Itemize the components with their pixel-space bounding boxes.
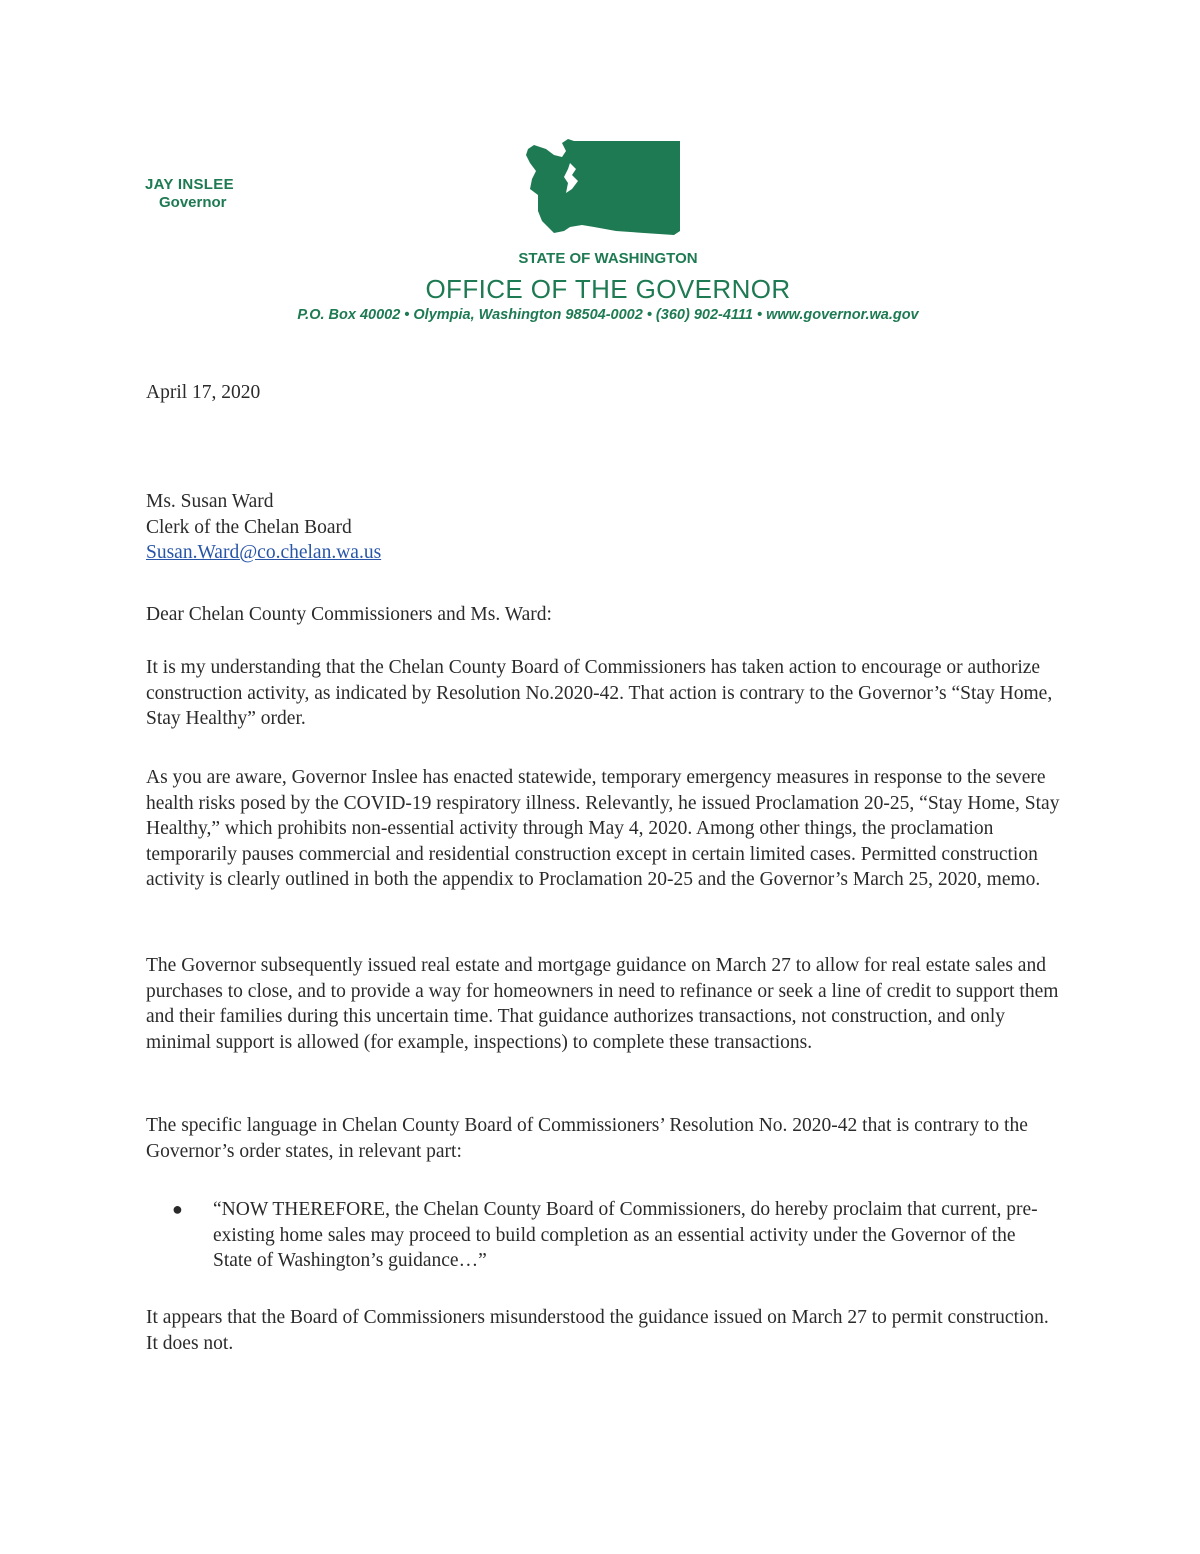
recipient-block (146, 489, 1061, 566)
recipient-name: Ms. Susan Ward (146, 491, 274, 512)
paragraph-1: It is my understanding that the Chelan County Board of Commissioners has taken action to encourage or authorize construction activity, as indicated by Resolution No.2020-42. That action is contrary to the Governor’s “Stay Home, Stay Healthy” order. (146, 657, 1053, 729)
paragraph-2: As you are aware, Governor Inslee has enacted statewide, temporary emergency measures in response to the severe health risks posed by the COVID-19 respiratory illness. Relevantly, he issued Proclamation 20-25, “Stay Home, Stay Healthy,” which prohibits non-essential activity through May 4, 2020. Among other things, the proclamation temporarily pauses commercial and residential construction except in certain limited cases. Permitted construction activity is clearly outlined in both the appendix to Proclamation 20-25 and the Governor’s March 25, 2020, memo. (146, 767, 1060, 890)
sender-block (145, 176, 234, 211)
recipient-email-link[interactable]: Susan.Ward@co.chelan.wa.us (146, 542, 382, 563)
state-heading: STATE OF WASHINGTON (518, 250, 698, 267)
paragraph-3: The Governor subsequently issued real estate and mortgage guidance on March 27 to allow for real estate sales and purchases to close, and to provide a way for homeowners in need to refinance or seek a line of credit to support them and their families during this uncertain time. That guidance authorizes transactions, not construction, and only minimal support is allowed (for example, inspections) to complete these transactions. (146, 955, 1059, 1053)
paragraph-4: The specific language in Chelan County Board of Commissioners’ Resolution No. 2020-42 that is contrary to the Governor’s order states, in relevant part: (146, 1115, 1028, 1162)
washington-state-map-icon (524, 135, 682, 243)
letter-date: April 17, 2020 (146, 382, 261, 403)
bullet-icon: ● (172, 1199, 183, 1219)
paragraph-5: It appears that the Board of Commissioners misunderstood the guidance issued on March 27 to permit construction. It does not. (146, 1307, 1049, 1354)
sender-name: JAY INSLEE (145, 176, 234, 193)
bullet-quote-text: “NOW THEREFORE, the Chelan County Board of Commissioners, do hereby proclaim that current, pre-existing home sales may proceed to build completion as an essential activity under the Governor of the State of Washington’s guidance…” (213, 1199, 1038, 1271)
office-heading: OFFICE OF THE GOVERNOR (425, 274, 791, 304)
salutation: Dear Chelan County Commissioners and Ms. Ward: (146, 604, 552, 625)
letterhead-address: P.O. Box 40002 • Olympia, Washington 98504-0002 • (360) 902-4111 • www.governor.wa.gov (297, 307, 919, 323)
recipient-title: Clerk of the Chelan Board (146, 516, 352, 538)
sender-title: Governor (159, 194, 227, 211)
